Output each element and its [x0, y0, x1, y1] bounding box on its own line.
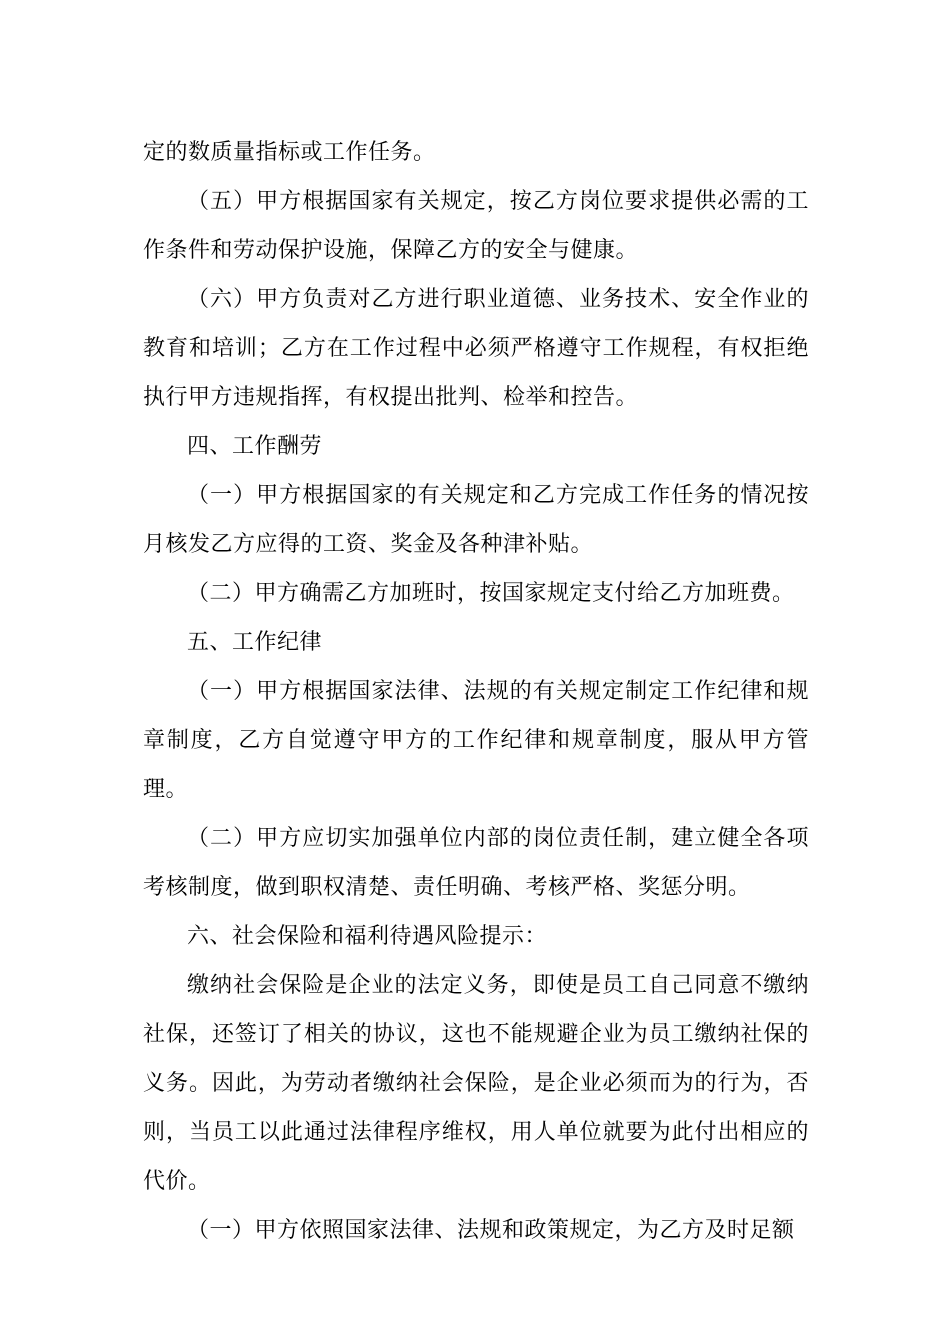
paragraph: （一）甲方根据国家法律、法规的有关规定制定工作纪律和规章制度，乙方自觉遵守甲方的工作纪律和规章制度，服从甲方管理。	[143, 679, 809, 802]
paragraph: （一）甲方依照国家法律、法规和政策规定，为乙方及时足额	[187, 1218, 795, 1243]
section-heading: 六、社会保险和福利待遇风险提示：	[187, 924, 548, 949]
section-heading: 五、工作纪律	[187, 630, 323, 655]
paragraph: （六）甲方负责对乙方进行职业道德、业务技术、安全作业的教育和培训；乙方在工作过程中必须严格遵守工作规程，有权拒绝执行甲方违规指挥，有权提出批判、检举和控告。	[143, 287, 809, 410]
document-body	[143, 128, 809, 1255]
paragraph: （一）甲方根据国家的有关规定和乙方完成工作任务的情况按月核发乙方应得的工资、奖金及各种津补贴。	[143, 483, 809, 557]
paragraph: 定的数质量指标或工作任务。	[143, 140, 436, 165]
paragraph: 缴纳社会保险是企业的法定义务，即使是员工自己同意不缴纳社保，还签订了相关的协议，这也不能规避企业为员工缴纳社保的义务。因此，为劳动者缴纳社会保险，是企业必须而为的行为，否则，当员工以此通过法律程序维权，用人单位就要为此付出相应的代价。	[143, 973, 809, 1194]
section-heading: 四、工作酬劳	[187, 434, 323, 459]
paragraph: （五）甲方根据国家有关规定，按乙方岗位要求提供必需的工作条件和劳动保护设施，保障乙方的安全与健康。	[143, 189, 809, 263]
paragraph: （二）甲方确需乙方加班时，按国家规定支付给乙方加班费。	[187, 581, 795, 606]
paragraph: （二）甲方应切实加强单位内部的岗位责任制，建立健全各项考核制度，做到职权清楚、责任明确、考核严格、奖惩分明。	[143, 826, 809, 900]
